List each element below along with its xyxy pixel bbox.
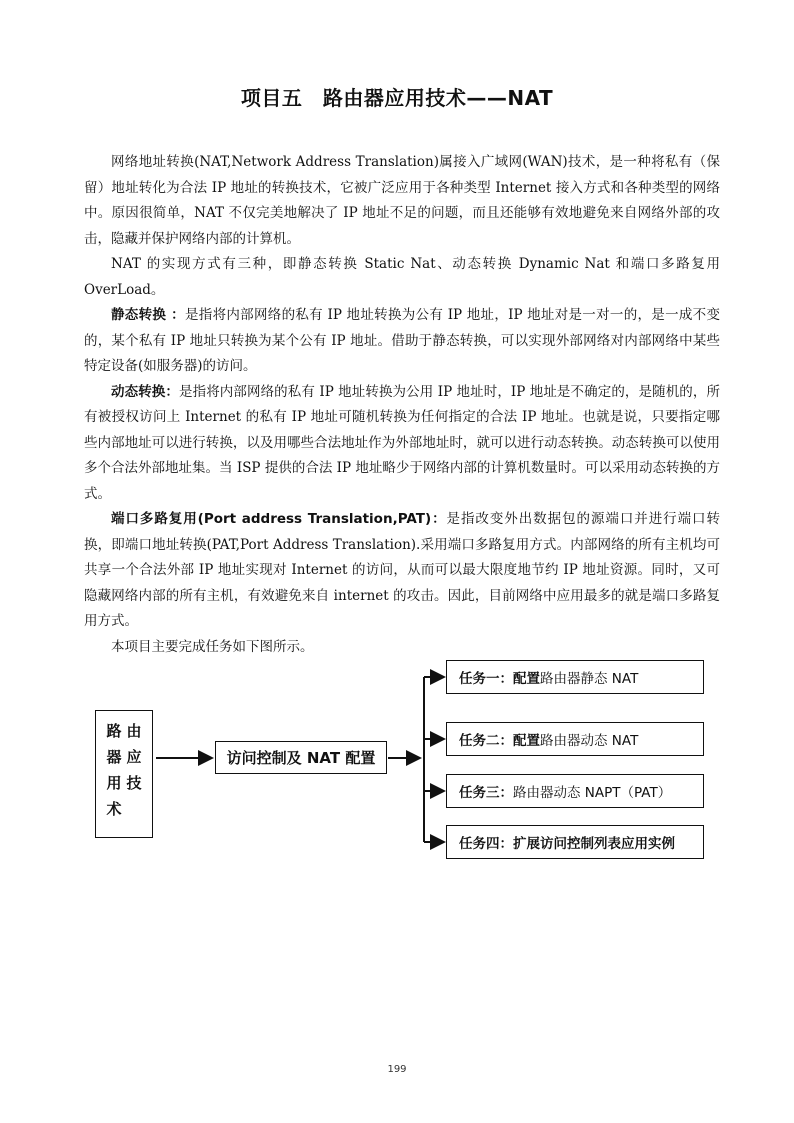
root-char: 技 [126, 773, 142, 792]
paragraph-lead: 动态转换： [111, 383, 179, 400]
paragraph-pat [84, 507, 720, 635]
root-char: 用 [106, 773, 122, 792]
paragraph-text: 是指将内部网络的私有 IP 地址转换为公有 IP 地址，IP 地址对是一对一的，是一成不变的，某个私有 IP 地址只转换为某个公有 IP 地址。借助于静态转换，可以实现外部网络对内部网络中某些特定设备(如服务器)的访问。 [84, 307, 720, 374]
paragraph-methods [84, 252, 720, 303]
task-bold: 扩展访问控制列表应用实例 [513, 836, 675, 852]
task-label: 任务一： [459, 671, 513, 687]
task-text: 路由器动态 NAT [540, 733, 639, 749]
root-box [95, 710, 153, 838]
paragraph-text: 是指将内部网络的私有 IP 地址转换为公用 IP 地址时，IP 地址是不确定的，是随机的，所有被授权访问上 Internet 的私有 IP 地址可随机转换为任何指定的合法 IP 地址。也就是说，只要指定哪些内部地址可以进行转换，以及用哪些合法地址作为外部地址时，就可以进行动态转换。动态转换可以使用多个合法外部地址集。当 ISP 提供的合法 IP 地址略少于网络内部的计算机数量时。可以采用动态转换的方式。 [84, 383, 720, 502]
root-char: 由 [126, 721, 142, 740]
task-diagram [0, 650, 794, 880]
root-char: 术 [106, 799, 122, 818]
page-title: 项目五 路由器应用技术——NAT [240, 86, 554, 110]
paragraph-dynamic [84, 380, 720, 508]
task-bold: 配置 [513, 671, 540, 687]
root-char: 路 [106, 721, 122, 740]
task-box-3 [446, 774, 704, 808]
paragraph-text: 网络地址转换(NAT,Network Address Translation)属接入广域网(WAN)技术，是一种将私有（保留）地址转化为合法 IP 地址的转换技术，它被广泛应用于各种类型 Internet 接入方式和各种类型的网络中。原因很简单，NAT 不仅完美地解决了 IP 地址不足的问题，而且还能够有效地避免来自网络外部的攻击，隐藏并保护网络内部的计算机。 [84, 154, 720, 247]
task-label: 任务二： [459, 733, 513, 749]
paragraph-lead: 端口多路复用(Port address Translation,PAT)： [111, 511, 447, 527]
task-label: 任务四： [459, 836, 513, 852]
paragraph-text: 是指改变外出数据包的源端口并进行端口转换，即端口地址转换(PAT,Port Address Translation).采用端口多路复用方式。内部网络的所有主机均可共享一个合法外部 IP 地址实现对 Internet 的访问，从而可以最大限度地节约 IP 地址资源。同时，又可隐藏网络内部的所有主机，有效避免来自 internet 的攻击。因此，目前网络中应用最多的就是端口多路复用方式。 [84, 511, 721, 629]
task-text: 路由器动态 NAPT（PAT） [513, 785, 672, 801]
task-box-1 [446, 660, 704, 694]
paragraph-text: 本项目主要完成任务如下图所示。 [111, 638, 314, 655]
paragraph-text: NAT 的实现方式有三种，即静态转换 Static Nat、动态转换 Dynamic Nat 和端口多路复用 OverLoad。 [84, 256, 720, 298]
paragraph-intro [84, 150, 720, 252]
root-char: 器 [106, 747, 122, 766]
paragraph-static [84, 303, 720, 380]
task-text: 路由器静态 NAT [540, 671, 639, 687]
task-label: 任务三： [459, 785, 513, 801]
task-bold: 配置 [513, 733, 540, 749]
root-char: 应 [126, 747, 142, 766]
body-text [84, 150, 720, 660]
task-box-4 [446, 825, 704, 859]
middle-box: 访问控制及 NAT 配置 [215, 741, 387, 774]
paragraph-lead: 静态转换 ： [111, 307, 185, 323]
page-number: 199 [387, 1064, 407, 1075]
task-box-2 [446, 722, 704, 756]
